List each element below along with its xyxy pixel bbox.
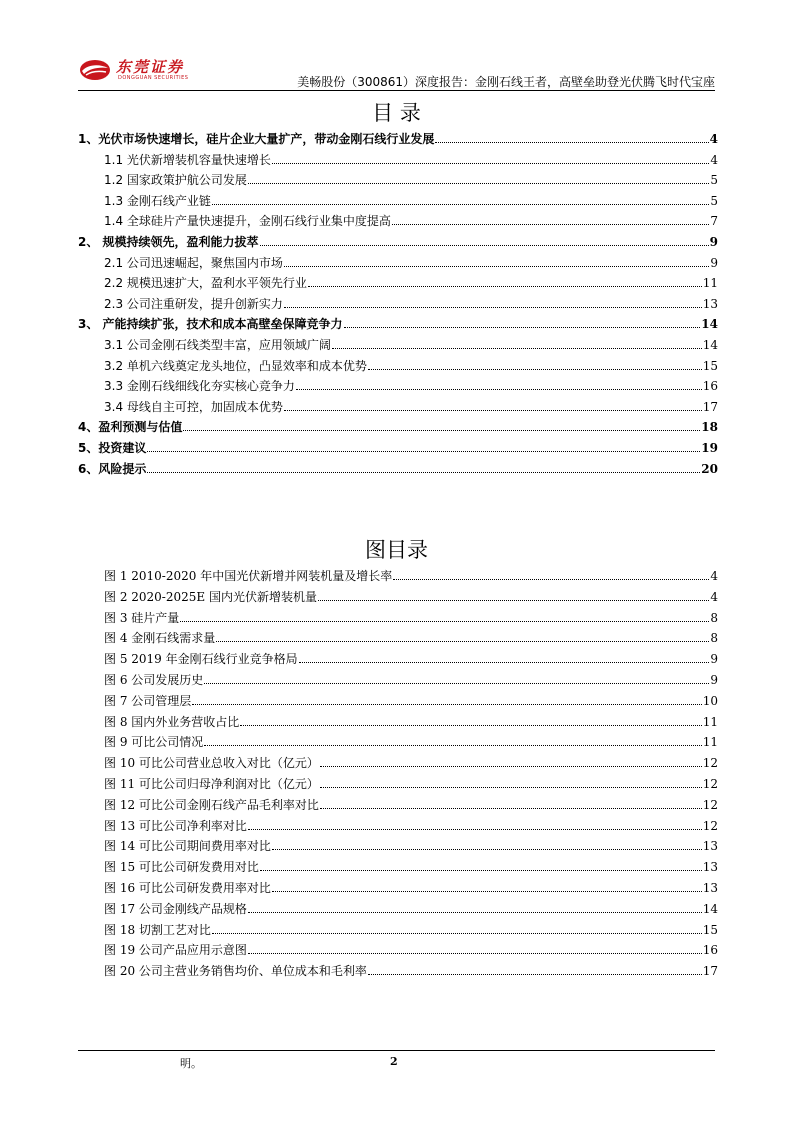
toc-entry-title: 图 20 公司主营业务销售均价、单位成本和毛利率: [104, 964, 367, 979]
dot-leader: [320, 766, 702, 767]
toc-entry-title: 图 4 金刚石线需求量: [104, 631, 216, 646]
toc-entry[interactable]: [78, 295, 718, 313]
toc-entry-title: 图 3 硅片产量: [104, 610, 180, 625]
toc-entry-title: 图 14 可比公司期间费用率对比: [104, 839, 271, 854]
dot-leader: [320, 787, 702, 788]
dot-leader: [212, 204, 709, 205]
toc-entry-title: 3.3 金刚石线细线化夯实核心竞争力: [104, 379, 295, 394]
toc-entry[interactable]: [78, 650, 718, 668]
toc-entry-page: 15: [702, 358, 718, 373]
toc-entry[interactable]: [78, 567, 718, 585]
toc-entry-title: 3.1 公司金刚石线类型丰富，应用领域广阔: [104, 338, 331, 352]
figure-toc-heading: 图目录: [365, 538, 428, 562]
toc-entry-page: 12: [702, 797, 718, 812]
toc-entry[interactable]: [78, 254, 718, 272]
toc-entry-page: 5: [710, 193, 718, 208]
toc-entry-page: 14: [701, 317, 718, 332]
toc-entry-page: 13: [702, 296, 718, 311]
toc-entry-page: 11: [702, 714, 718, 729]
dot-leader: [332, 348, 702, 349]
toc-entry-title: 5、投资建议: [78, 441, 147, 455]
toc-entry-page: 12: [702, 777, 718, 791]
toc-entry-title: 2.2 规模迅速扩大，盈利水平领先行业: [104, 276, 307, 291]
toc-entry-title: 图 6 公司发展历史: [104, 673, 204, 687]
dot-leader: [147, 451, 700, 452]
toc-entry-page: 13: [702, 839, 718, 854]
dot-leader: [318, 600, 709, 601]
toc-entry-title: 图 17 公司金刚线产品规格: [104, 901, 247, 916]
dot-leader: [344, 327, 701, 328]
toc-entry-title: 图 19 公司产品应用示意图: [104, 943, 247, 958]
toc-entry[interactable]: [78, 398, 718, 416]
toc-entry-title: 3、 产能持续扩张，技术和成本高壁垒保障竞争力: [78, 317, 343, 332]
dot-leader: [393, 579, 709, 580]
toc-entry-title: 3.2 单机六线奠定龙头地位，凸显效率和成本优势: [104, 358, 367, 373]
dot-leader: [392, 224, 709, 225]
header-divider: [78, 90, 715, 91]
toc-entry-title: 图 13 可比公司净利率对比: [104, 818, 247, 833]
toc-entry-page: 15: [702, 922, 718, 937]
dot-leader: [260, 870, 702, 871]
toc-entry-title: 2.1 公司迅速崛起，聚焦国内市场: [104, 255, 283, 270]
toc-entry-page: 7: [710, 214, 718, 229]
dot-leader: [240, 725, 701, 726]
toc-entry-title: 图 8 国内外业务营收占比: [104, 714, 240, 729]
page-number: 2: [390, 1055, 398, 1068]
toc-entry[interactable]: [78, 962, 718, 980]
toc-entry-page: 16: [702, 379, 718, 394]
toc-entry-title: 图 10 可比公司营业总收入对比（亿元）: [104, 756, 319, 771]
toc-entry[interactable]: [78, 336, 718, 354]
toc-entry-title: 图 5 2019 年金刚石线行业竞争格局: [104, 652, 298, 667]
toc-entry-title: 图 12 可比公司金刚石线产品毛利率对比: [104, 797, 319, 812]
toc-entry-page: 13: [702, 860, 718, 875]
toc-entry-title: 图 1 2010-2020 年中国光伏新增并网装机量及增长率: [104, 569, 393, 583]
toc-entry-title: 1.2 国家政策护航公司发展: [104, 173, 247, 188]
footer-note: 明。: [180, 1057, 202, 1070]
company-logo: [78, 56, 218, 86]
toc-entry-title: 图 11 可比公司归母净利润对比（亿元）: [104, 777, 319, 791]
toc-entry[interactable]: [78, 439, 718, 457]
toc-entry-title: 图 16 可比公司研发费用率对比: [104, 881, 271, 895]
toc-entry[interactable]: [78, 212, 718, 230]
toc-entry-title: 图 15 可比公司研发费用对比: [104, 860, 259, 875]
toc-entry[interactable]: [78, 588, 718, 606]
dot-leader: [272, 891, 702, 892]
toc-entry-title: 1、光伏市场快速增长，硅片企业大量扩产，带动金刚石线行业发展: [78, 132, 435, 146]
dot-leader: [272, 163, 709, 164]
toc-entry-page: 4: [710, 589, 718, 604]
toc-entry[interactable]: [78, 460, 718, 478]
toc-entry[interactable]: [78, 609, 718, 627]
toc-entry-title: 1.3 金刚石线产业链: [104, 193, 211, 208]
dot-leader: [435, 142, 708, 143]
toc-entry-title: 2.3 公司注重研发，提升创新实力: [104, 296, 283, 311]
logo-chinese-name: 东莞证券: [116, 58, 185, 76]
dot-leader: [368, 974, 702, 975]
dot-leader: [183, 430, 700, 431]
dot-leader: [284, 266, 709, 267]
toc-entry-page: 10: [702, 693, 718, 708]
toc-entry-page: 17: [702, 964, 718, 979]
toc-entry[interactable]: [78, 130, 718, 148]
toc-entry[interactable]: [78, 274, 718, 292]
toc-entry-page: 4: [710, 152, 718, 167]
toc-entry-page: 9: [709, 235, 718, 249]
dot-leader: [147, 472, 700, 473]
dot-leader: [248, 912, 702, 913]
toc-entry-page: 8: [710, 631, 718, 646]
toc-entry[interactable]: [78, 941, 718, 959]
toc-entry-page: 9: [710, 673, 718, 687]
toc-entry-page: 8: [710, 610, 718, 625]
toc-entry-page: 11: [702, 735, 718, 750]
dot-leader: [368, 369, 702, 370]
dot-leader: [212, 933, 702, 934]
report-title: 美畅股份（300861）深度报告：金刚石线王者，高壁垒助登光伏腾飞时代宝座: [297, 75, 715, 89]
toc-entry[interactable]: [78, 233, 718, 251]
toc-entry[interactable]: [78, 629, 718, 647]
toc-entry[interactable]: [78, 692, 718, 710]
dot-leader: [284, 307, 702, 308]
dot-leader: [260, 245, 709, 246]
toc-entry-page: 4: [709, 132, 718, 146]
dot-leader: [204, 745, 701, 746]
dot-leader: [216, 641, 709, 642]
dot-leader: [320, 808, 702, 809]
logo-english-name: DONGGUAN SECURITIES: [118, 75, 189, 81]
toc-entry-page: 12: [702, 756, 718, 771]
toc-entry-title: 图 2 2020-2025E 国内光伏新增装机量: [104, 589, 317, 604]
toc-entry[interactable]: [78, 357, 718, 375]
toc-entry-page: 5: [710, 173, 718, 188]
toc-entry-title: 图 7 公司管理层: [104, 693, 192, 708]
dot-leader: [296, 389, 702, 390]
toc-entry[interactable]: [78, 171, 718, 189]
toc-entry-title: 6、风险提示: [78, 461, 147, 476]
toc-entry[interactable]: [78, 713, 718, 731]
toc-entry[interactable]: [78, 879, 718, 897]
toc-entry[interactable]: [78, 192, 718, 210]
toc-entry[interactable]: [78, 151, 718, 169]
dot-leader: [284, 410, 702, 411]
toc-entry[interactable]: [78, 775, 718, 793]
toc-entry[interactable]: [78, 900, 718, 918]
toc-entry[interactable]: [78, 377, 718, 395]
toc-entry-page: 9: [710, 652, 718, 667]
toc-entry[interactable]: [78, 817, 718, 835]
dot-leader: [308, 286, 702, 287]
toc-entry[interactable]: [78, 796, 718, 814]
logo-swoosh-icon: [78, 58, 112, 82]
dot-leader: [204, 683, 709, 684]
dot-leader: [248, 183, 709, 184]
dot-leader: [299, 662, 710, 663]
toc-entry-page: 18: [701, 420, 718, 435]
toc-entry-page: 16: [702, 943, 718, 958]
dot-leader: [192, 704, 701, 705]
toc-entry-title: 图 9 可比公司情况: [104, 735, 204, 750]
toc-entry-title: 3.4 母线自主可控，加固成本优势: [104, 399, 283, 414]
toc-entry[interactable]: [78, 858, 718, 876]
toc-entry-title: 1.4 全球硅片产量快速提升，金刚石线行业集中度提高: [104, 214, 391, 229]
toc-entry[interactable]: [78, 733, 718, 751]
dot-leader: [248, 829, 702, 830]
toc-entry-title: 图 18 切割工艺对比: [104, 922, 211, 937]
toc-entry-page: 11: [702, 276, 718, 291]
toc-entry[interactable]: [78, 315, 718, 333]
toc-entry-page: 19: [701, 441, 718, 455]
toc-entry[interactable]: [78, 837, 718, 855]
toc-entry[interactable]: [78, 921, 718, 939]
toc-entry-title: 4、盈利预测与估值: [78, 420, 183, 435]
toc-entry-page: 9: [710, 255, 718, 270]
toc-entry[interactable]: [78, 418, 718, 436]
toc-entry-page: 12: [702, 818, 718, 833]
dot-leader: [248, 953, 702, 954]
toc-entry-title: 2、 规模持续领先，盈利能力拔萃: [78, 235, 259, 249]
toc-entry-page: 17: [702, 399, 718, 414]
toc-entry-page: 20: [701, 461, 718, 476]
toc-entry-title: 1.1 光伏新增装机容量快速增长: [104, 152, 271, 167]
toc-entry[interactable]: [78, 754, 718, 772]
dot-leader: [272, 849, 702, 850]
toc-heading: 目 录: [372, 101, 421, 125]
footer-divider: [78, 1050, 715, 1051]
toc-entry-page: 13: [702, 881, 718, 895]
dot-leader: [180, 621, 709, 622]
toc-entry[interactable]: [78, 671, 718, 689]
toc-entry-page: 14: [702, 901, 718, 916]
toc-entry-page: 4: [710, 569, 718, 583]
toc-entry-page: 14: [702, 338, 718, 352]
